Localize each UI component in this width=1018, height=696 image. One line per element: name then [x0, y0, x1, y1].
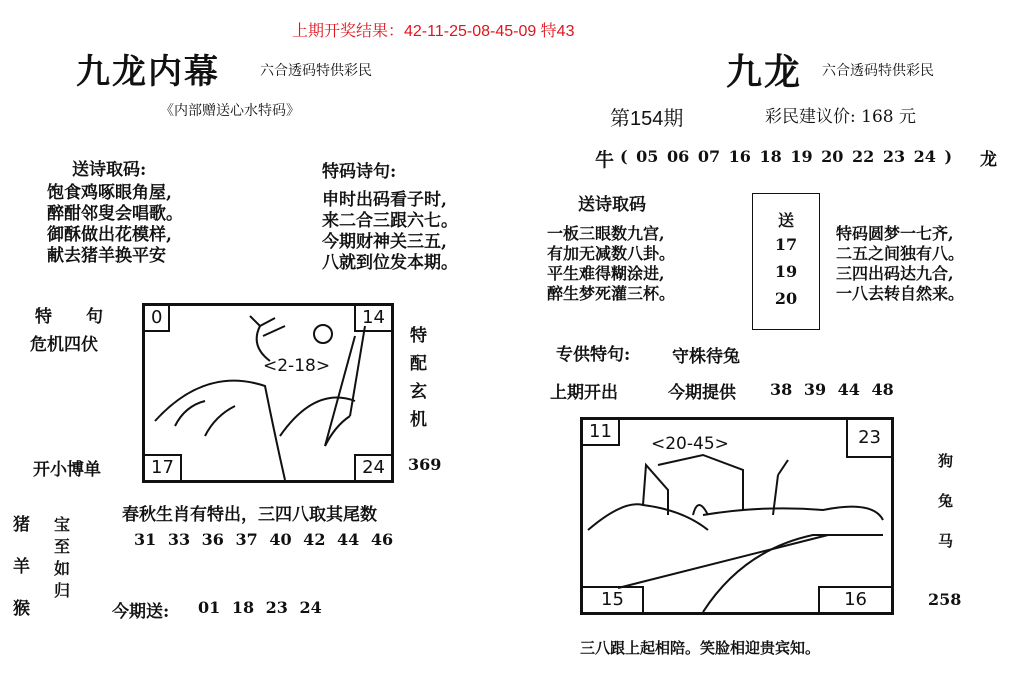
right-poem-left	[547, 224, 675, 304]
last-label: 上期开出	[550, 383, 618, 403]
send-box-label: 送	[777, 211, 794, 230]
poem-line: 一八去转自然来。	[836, 284, 965, 303]
send-numbers: 01 18 23 24	[198, 598, 322, 617]
poem-line: 饱食鸡啄眼角屋,	[47, 183, 172, 203]
range-numbers: ( 05 06 07 16 18 19 20 22 23 24 )	[620, 147, 953, 166]
poem-line: 二五之间独有八。	[836, 244, 965, 263]
corner-number: 14	[354, 304, 393, 332]
send-box-number: 20	[774, 289, 798, 308]
send-box-number: 19	[774, 262, 798, 281]
right-poem-right	[836, 224, 964, 304]
poem-line: 特码圆梦一七齐,	[836, 224, 954, 243]
last-result-banner: 上期开奖结果：42-11-25-08-45-09 特43	[292, 23, 575, 40]
provide-label: 今期提供	[668, 383, 736, 403]
poem1-heading: 送诗取码:	[72, 160, 147, 180]
sketch-range: <2-18>	[263, 356, 331, 376]
poem-line: 有加无减数八卦。	[547, 244, 676, 263]
sketch-right	[580, 417, 894, 615]
zodiac: 兔	[938, 492, 954, 510]
send-box	[752, 193, 820, 330]
zodiac: 猪	[13, 515, 30, 535]
poem-line: 今期财神关三五,	[322, 232, 447, 252]
special-label: 特 句	[35, 307, 103, 327]
right-special-label: 专供特句:	[556, 345, 631, 365]
right-footer: 三八跟上起相陪。笑脸相迎贵宾知。	[580, 639, 821, 657]
right-poem-heading: 送诗取码	[578, 195, 646, 215]
poem-line: 献去猪羊换平安	[47, 246, 166, 266]
zodiac: 马	[938, 532, 954, 550]
range-start: 牛	[595, 149, 615, 171]
right-slogan: 六合透码特供彩民	[822, 63, 934, 79]
corner-number: 11	[581, 418, 620, 446]
send-label: 今期送:	[112, 602, 170, 622]
hint-numbers: 31 33 36 37 40 42 44 46	[134, 530, 394, 549]
sketch-range: <20-45>	[651, 434, 729, 454]
zodiac: 猴	[13, 599, 30, 619]
poem-line: 申时出码看子时,	[322, 190, 447, 210]
poem2	[322, 190, 458, 274]
hint-line: 春秋生肖有特出，三四八取其尾数	[122, 505, 377, 525]
corner-number: 23	[846, 418, 893, 458]
range-end: 龙	[980, 150, 997, 170]
poem-line: 三四出码达九合,	[836, 264, 954, 283]
right-special-phrase: 守株待兔	[672, 347, 740, 367]
side-vertical: 特配玄机	[410, 326, 427, 430]
right-title: 九龙	[726, 51, 803, 93]
house-landscape-sketch-icon	[583, 420, 891, 612]
poem1	[47, 183, 183, 267]
side-number: 369	[408, 455, 442, 474]
poem-line: 醉酣邻叟会唱歌。	[47, 204, 183, 224]
corner-number: 0	[143, 304, 170, 332]
poem-line: 八就到位发本期。	[322, 253, 458, 273]
poem-line: 来二合三跟六七。	[322, 211, 458, 231]
left-subtitle: 《内部赠送心水特码》	[160, 103, 300, 119]
send-box-number: 17	[774, 235, 798, 254]
poem-line: 醉生梦死灌三杯。	[547, 284, 676, 303]
zodiac: 狗	[938, 452, 954, 470]
idiom-vertical: 宝至如归	[54, 515, 71, 600]
corner-number: 24	[354, 454, 393, 482]
poem-line: 平生难得糊涂进,	[547, 264, 665, 283]
zodiac: 羊	[13, 557, 30, 577]
sketch-left	[142, 303, 394, 483]
left-slogan: 六合透码特供彩民	[260, 63, 372, 79]
poem2-heading: 特码诗句:	[322, 162, 397, 182]
bet-hint: 开小博单	[33, 460, 101, 480]
special-phrase: 危机四伏	[30, 335, 98, 355]
issue-number: 第154期	[610, 108, 684, 130]
left-title: 九龙内幕	[76, 52, 220, 92]
corner-number: 16	[818, 586, 893, 614]
price: 彩民建议价: 168 元	[765, 107, 916, 127]
poem-line: 御酥做出花模样,	[47, 225, 172, 245]
corner-number: 15	[581, 586, 644, 614]
poem-line: 一板三眼数九宫,	[547, 224, 665, 243]
provide-numbers: 38 39 44 48	[770, 380, 894, 399]
right-side-number: 258	[928, 590, 962, 609]
corner-number: 17	[143, 454, 182, 482]
